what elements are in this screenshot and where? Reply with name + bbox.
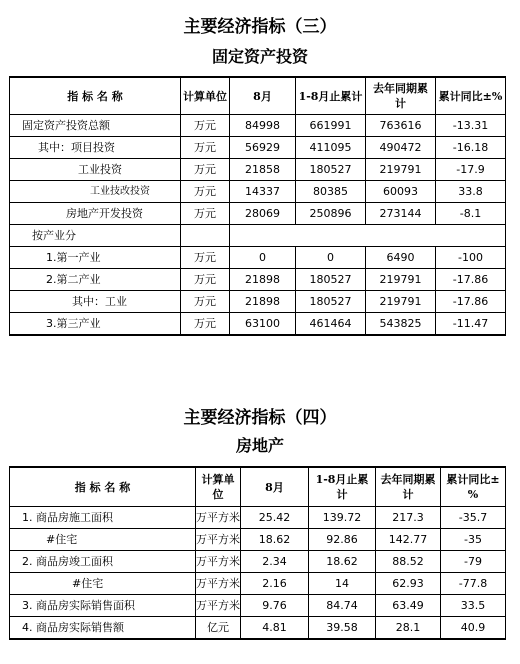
- row-unit: 万平方米: [196, 551, 241, 573]
- header-yoy: 累计同比±%: [436, 77, 506, 115]
- row-blank: [230, 225, 506, 247]
- section1-subtitle: 固定资产投资: [211, 47, 308, 66]
- row-name: 房地产开发投资: [10, 203, 181, 225]
- table-row: [10, 573, 506, 595]
- row-cumulative: 180527: [296, 159, 366, 181]
- row-month: 2.34: [241, 551, 309, 573]
- row-unit: 万元: [181, 291, 230, 313]
- row-unit: 万元: [181, 203, 230, 225]
- header-cumulative: 1-8月止累计: [296, 77, 366, 115]
- row-last-year: 217.3: [376, 507, 441, 529]
- row-last-year: 219791: [366, 291, 436, 313]
- table-row: [10, 507, 506, 529]
- row-month: 21858: [230, 159, 296, 181]
- table-row: [10, 551, 506, 573]
- row-name: 2. 商品房竣工面积: [10, 551, 196, 573]
- row-last-year: 88.52: [376, 551, 441, 573]
- table-row: [10, 529, 506, 551]
- row-month: 21898: [230, 269, 296, 291]
- row-month: 2.16: [241, 573, 309, 595]
- header-last-year: 去年同期累计: [366, 77, 436, 115]
- table-row: [10, 225, 506, 247]
- section2-title: 主要经济指标（四）: [183, 408, 337, 428]
- table-row: [10, 159, 506, 181]
- row-cumulative: 139.72: [309, 507, 376, 529]
- header-last-year: 去年同期累计: [376, 467, 441, 507]
- row-unit: 万元: [181, 159, 230, 181]
- row-cumulative: 0: [296, 247, 366, 269]
- row-last-year: 6490: [366, 247, 436, 269]
- table-row: [10, 595, 506, 617]
- row-yoy: 33.5: [441, 595, 506, 617]
- row-unit: 万元: [181, 181, 230, 203]
- row-name: 工业技改投资: [10, 181, 181, 203]
- row-yoy: -17.86: [436, 291, 506, 313]
- row-unit: 万元: [181, 247, 230, 269]
- row-cumulative: 180527: [296, 269, 366, 291]
- row-name: 固定资产投资总额: [10, 115, 181, 137]
- header-cumulative: 1-8月止累计: [309, 467, 376, 507]
- row-last-year: 763616: [366, 115, 436, 137]
- row-unit: 万元: [181, 313, 230, 336]
- row-month: 14337: [230, 181, 296, 203]
- table-row: [10, 137, 506, 159]
- row-unit: [181, 225, 230, 247]
- table-row: [10, 247, 506, 269]
- row-yoy: -79: [441, 551, 506, 573]
- header-unit: 计算单位: [181, 77, 230, 115]
- row-last-year: 63.49: [376, 595, 441, 617]
- header-name: 指 标 名 称: [10, 467, 196, 507]
- fixed-asset-investment-table: [9, 76, 506, 336]
- row-month: 56929: [230, 137, 296, 159]
- header-name: 指 标 名 称: [10, 77, 181, 115]
- row-unit: 万平方米: [196, 529, 241, 551]
- row-name: 3.第三产业: [10, 313, 181, 336]
- row-yoy: 33.8: [436, 181, 506, 203]
- row-unit: 万元: [181, 137, 230, 159]
- row-yoy: -16.18: [436, 137, 506, 159]
- row-last-year: 219791: [366, 269, 436, 291]
- row-month: 0: [230, 247, 296, 269]
- row-month: 63100: [230, 313, 296, 336]
- row-unit: 万平方米: [196, 573, 241, 595]
- row-cumulative: 39.58: [309, 617, 376, 640]
- row-cumulative: 180527: [296, 291, 366, 313]
- header-yoy: 累计同比±%: [441, 467, 506, 507]
- row-cumulative: 18.62: [309, 551, 376, 573]
- table-row: [10, 181, 506, 203]
- row-unit: 万元: [181, 115, 230, 137]
- row-month: 9.76: [241, 595, 309, 617]
- row-yoy: -17.86: [436, 269, 506, 291]
- row-name: 其中：项目投资: [10, 137, 181, 159]
- row-yoy: -35.7: [441, 507, 506, 529]
- row-last-year: 62.93: [376, 573, 441, 595]
- row-yoy: -77.8: [441, 573, 506, 595]
- header-unit: 计算单位: [196, 467, 241, 507]
- row-yoy: -8.1: [436, 203, 506, 225]
- table-row: [10, 617, 506, 640]
- table-row: [10, 291, 506, 313]
- row-last-year: 28.1: [376, 617, 441, 640]
- row-last-year: 273144: [366, 203, 436, 225]
- row-name: #住宅: [10, 529, 196, 551]
- section2-subtitle: 房地产: [235, 436, 284, 455]
- row-name: #住宅: [10, 573, 196, 595]
- row-cumulative: 84.74: [309, 595, 376, 617]
- row-name: 2.第二产业: [10, 269, 181, 291]
- row-unit: 万平方米: [196, 595, 241, 617]
- row-last-year: 543825: [366, 313, 436, 336]
- row-month: 28069: [230, 203, 296, 225]
- row-yoy: -100: [436, 247, 506, 269]
- row-month: 4.81: [241, 617, 309, 640]
- row-unit: 万元: [181, 269, 230, 291]
- table-row: [10, 269, 506, 291]
- real-estate-table: [9, 466, 506, 640]
- row-name: 工业投资: [10, 159, 181, 181]
- row-month: 84998: [230, 115, 296, 137]
- row-cumulative: 92.86: [309, 529, 376, 551]
- row-cumulative: 250896: [296, 203, 366, 225]
- row-cumulative: 80385: [296, 181, 366, 203]
- section1-title: 主要经济指标（三）: [183, 17, 337, 37]
- row-last-year: 60093: [366, 181, 436, 203]
- row-cumulative: 14: [309, 573, 376, 595]
- table-row: [10, 115, 506, 137]
- row-name: 其中：工业: [10, 291, 181, 313]
- row-last-year: 490472: [366, 137, 436, 159]
- row-yoy: -17.9: [436, 159, 506, 181]
- row-name: 4. 商品房实际销售额: [10, 617, 196, 640]
- row-yoy: -13.31: [436, 115, 506, 137]
- row-name: 按产业分: [10, 225, 181, 247]
- header-month: 8月: [230, 77, 296, 115]
- table-row: [10, 313, 506, 336]
- row-last-year: 219791: [366, 159, 436, 181]
- row-unit: 万平方米: [196, 507, 241, 529]
- row-cumulative: 411095: [296, 137, 366, 159]
- row-name: 1. 商品房施工面积: [10, 507, 196, 529]
- row-unit: 亿元: [196, 617, 241, 640]
- row-month: 25.42: [241, 507, 309, 529]
- row-yoy: 40.9: [441, 617, 506, 640]
- row-month: 18.62: [241, 529, 309, 551]
- row-yoy: -11.47: [436, 313, 506, 336]
- row-cumulative: 461464: [296, 313, 366, 336]
- row-yoy: -35: [441, 529, 506, 551]
- row-cumulative: 661991: [296, 115, 366, 137]
- row-name: 1.第一产业: [10, 247, 181, 269]
- table-row: [10, 203, 506, 225]
- header-month: 8月: [241, 467, 309, 507]
- row-name: 3. 商品房实际销售面积: [10, 595, 196, 617]
- row-last-year: 142.77: [376, 529, 441, 551]
- row-month: 21898: [230, 291, 296, 313]
